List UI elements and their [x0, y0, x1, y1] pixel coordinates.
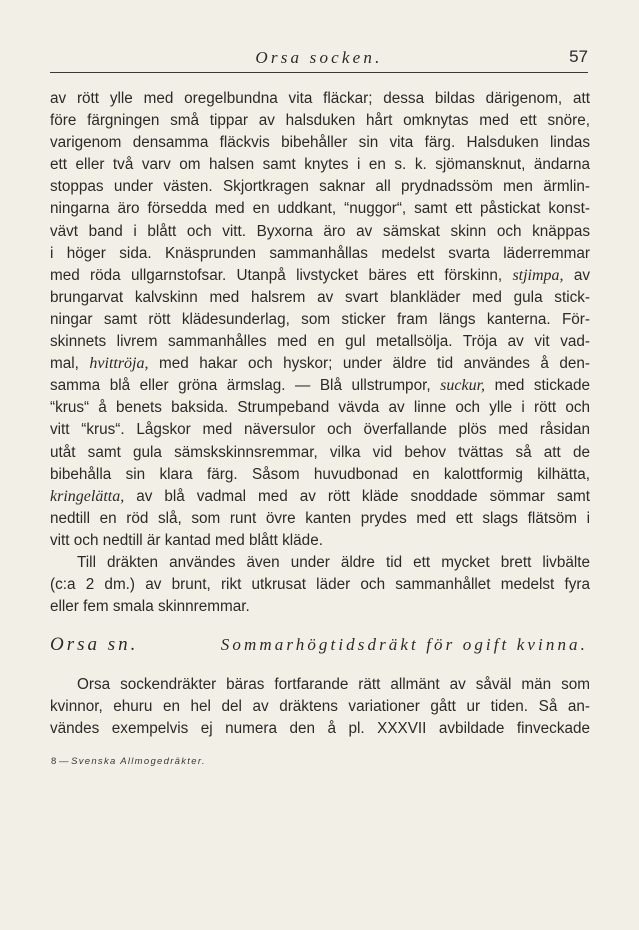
- text-line: nedtill en röd slå, som runt övre kanten prydes med ett slags flätsöm i: [50, 509, 590, 527]
- text-line: [50, 353, 590, 375]
- dialect-term: hvittröja,: [89, 355, 149, 373]
- text-line: ett eller två varv om halsen samt knytes i en s. k. sjömansknut, ändarna: [50, 156, 590, 174]
- text-fragment: med hakar och hyskor; under äldre tid användes å den-: [158, 355, 591, 373]
- section-heading: [50, 634, 588, 658]
- text-fragment: samma blå eller gröna ärmslag. — Blå ullstrumpor,: [50, 377, 431, 395]
- text-line: Orsa sockendräkter bäras fortfarande rätt allmänt av såväl män som: [77, 676, 590, 693]
- signature-dash: —: [58, 756, 69, 767]
- text-line: vävt band i blått och vitt. Byxorna äro av sämskat skinn och knäppas: [50, 222, 590, 240]
- text-line: kvinnor, ehuru en hel del av dräktens variationer gått ur tiden. Så an-: [50, 698, 590, 716]
- body-text: [50, 88, 590, 618]
- text-line: brungarvat kalvskinn med halsrem av svart blankläder med gula stick-: [50, 288, 590, 306]
- text-line: [50, 265, 590, 287]
- text-line: ningar samt rött klädesunderlag, som sticker fram längs kanterna. För-: [50, 310, 590, 328]
- text-line: vitt och nedtill är kantad med blått kläde.: [50, 531, 323, 549]
- text-line: utåt samt gula sämskskinnsremmar, vilka vid behov tvättas så att de: [50, 443, 590, 461]
- page-header: [50, 46, 588, 72]
- dialect-term: suckur,: [440, 377, 486, 395]
- dialect-term: stjimpa,: [512, 266, 564, 284]
- page-number: 57: [569, 47, 588, 66]
- text-line: eller fem smala skinnremmar.: [50, 598, 250, 616]
- text-line: ningarna äro försedda med en uddkant, “nuggor“, samt ett påstickat konst-: [50, 200, 590, 218]
- text-line: Till dräkten användes även under äldre tid ett mycket brett livbälte: [77, 553, 590, 571]
- text-line: vitt “krus“. Lågskor med näversulor och överfallande plös med råsidan: [50, 421, 590, 439]
- text-fragment: med röda ullgarnstofsar. Utanpå livstycket bäres ett förskinn,: [50, 266, 503, 284]
- dialect-term: kringelätta,: [50, 487, 125, 505]
- running-title: Orsa socken.: [255, 48, 383, 67]
- costume-title: Sommarhögtidsdräkt för ogift kvinna.: [220, 635, 588, 654]
- parish-name: Orsa sn.: [50, 634, 139, 655]
- text-line: av rött ylle med oregelbundna vita fläckar; dessa bildas därigenom, att: [50, 90, 590, 107]
- text-line: i höger sida. Knäsprunden sammanhållas medelst svarta läderremmar: [50, 244, 590, 262]
- text-fragment: med stickade: [494, 377, 591, 395]
- text-line: före färgningen små tippar av halsduken hårt omknytas med ett snöre,: [50, 112, 590, 130]
- printer-signature: [51, 756, 206, 767]
- text-line: bibehålla sin klara färg. Såsom huvudbonad en kalottformig kilhätta,: [50, 465, 590, 483]
- text-line: [50, 375, 590, 397]
- text-line: varigenom densamma fläckvis bibehåller sin vita färg. Halsduken lindas: [50, 134, 590, 152]
- signature-title: Svenska Allmogedräkter.: [71, 756, 206, 767]
- sheet-number: 8: [51, 756, 57, 767]
- text-fragment: av blå vadmal med av rött kläde snoddade sömmar samt: [136, 487, 591, 505]
- text-line: skinnets livrem sammanhålles med en gul metallsölja. Tröja av vit vad-: [50, 333, 590, 351]
- text-line: “krus“ å benets baksida. Strumpeband vävda av linne och ylle i rött och: [50, 399, 590, 417]
- body-text-section: [50, 674, 590, 740]
- text-line: vändes exempelvis ej numera den å pl. XXXVII avbildade finveckade: [50, 720, 590, 738]
- text-line: [50, 486, 590, 508]
- text-line: (c:a 2 dm.) av brunt, rikt utkrusat läder och sammanhållet medelst fyra: [50, 576, 590, 594]
- text-fragment: av: [573, 266, 591, 284]
- text-fragment: mal,: [50, 355, 79, 373]
- header-rule: [50, 72, 588, 73]
- text-line: stoppas under västen. Skjortkragen saknar all prydnadssöm men ärmlin-: [50, 178, 590, 196]
